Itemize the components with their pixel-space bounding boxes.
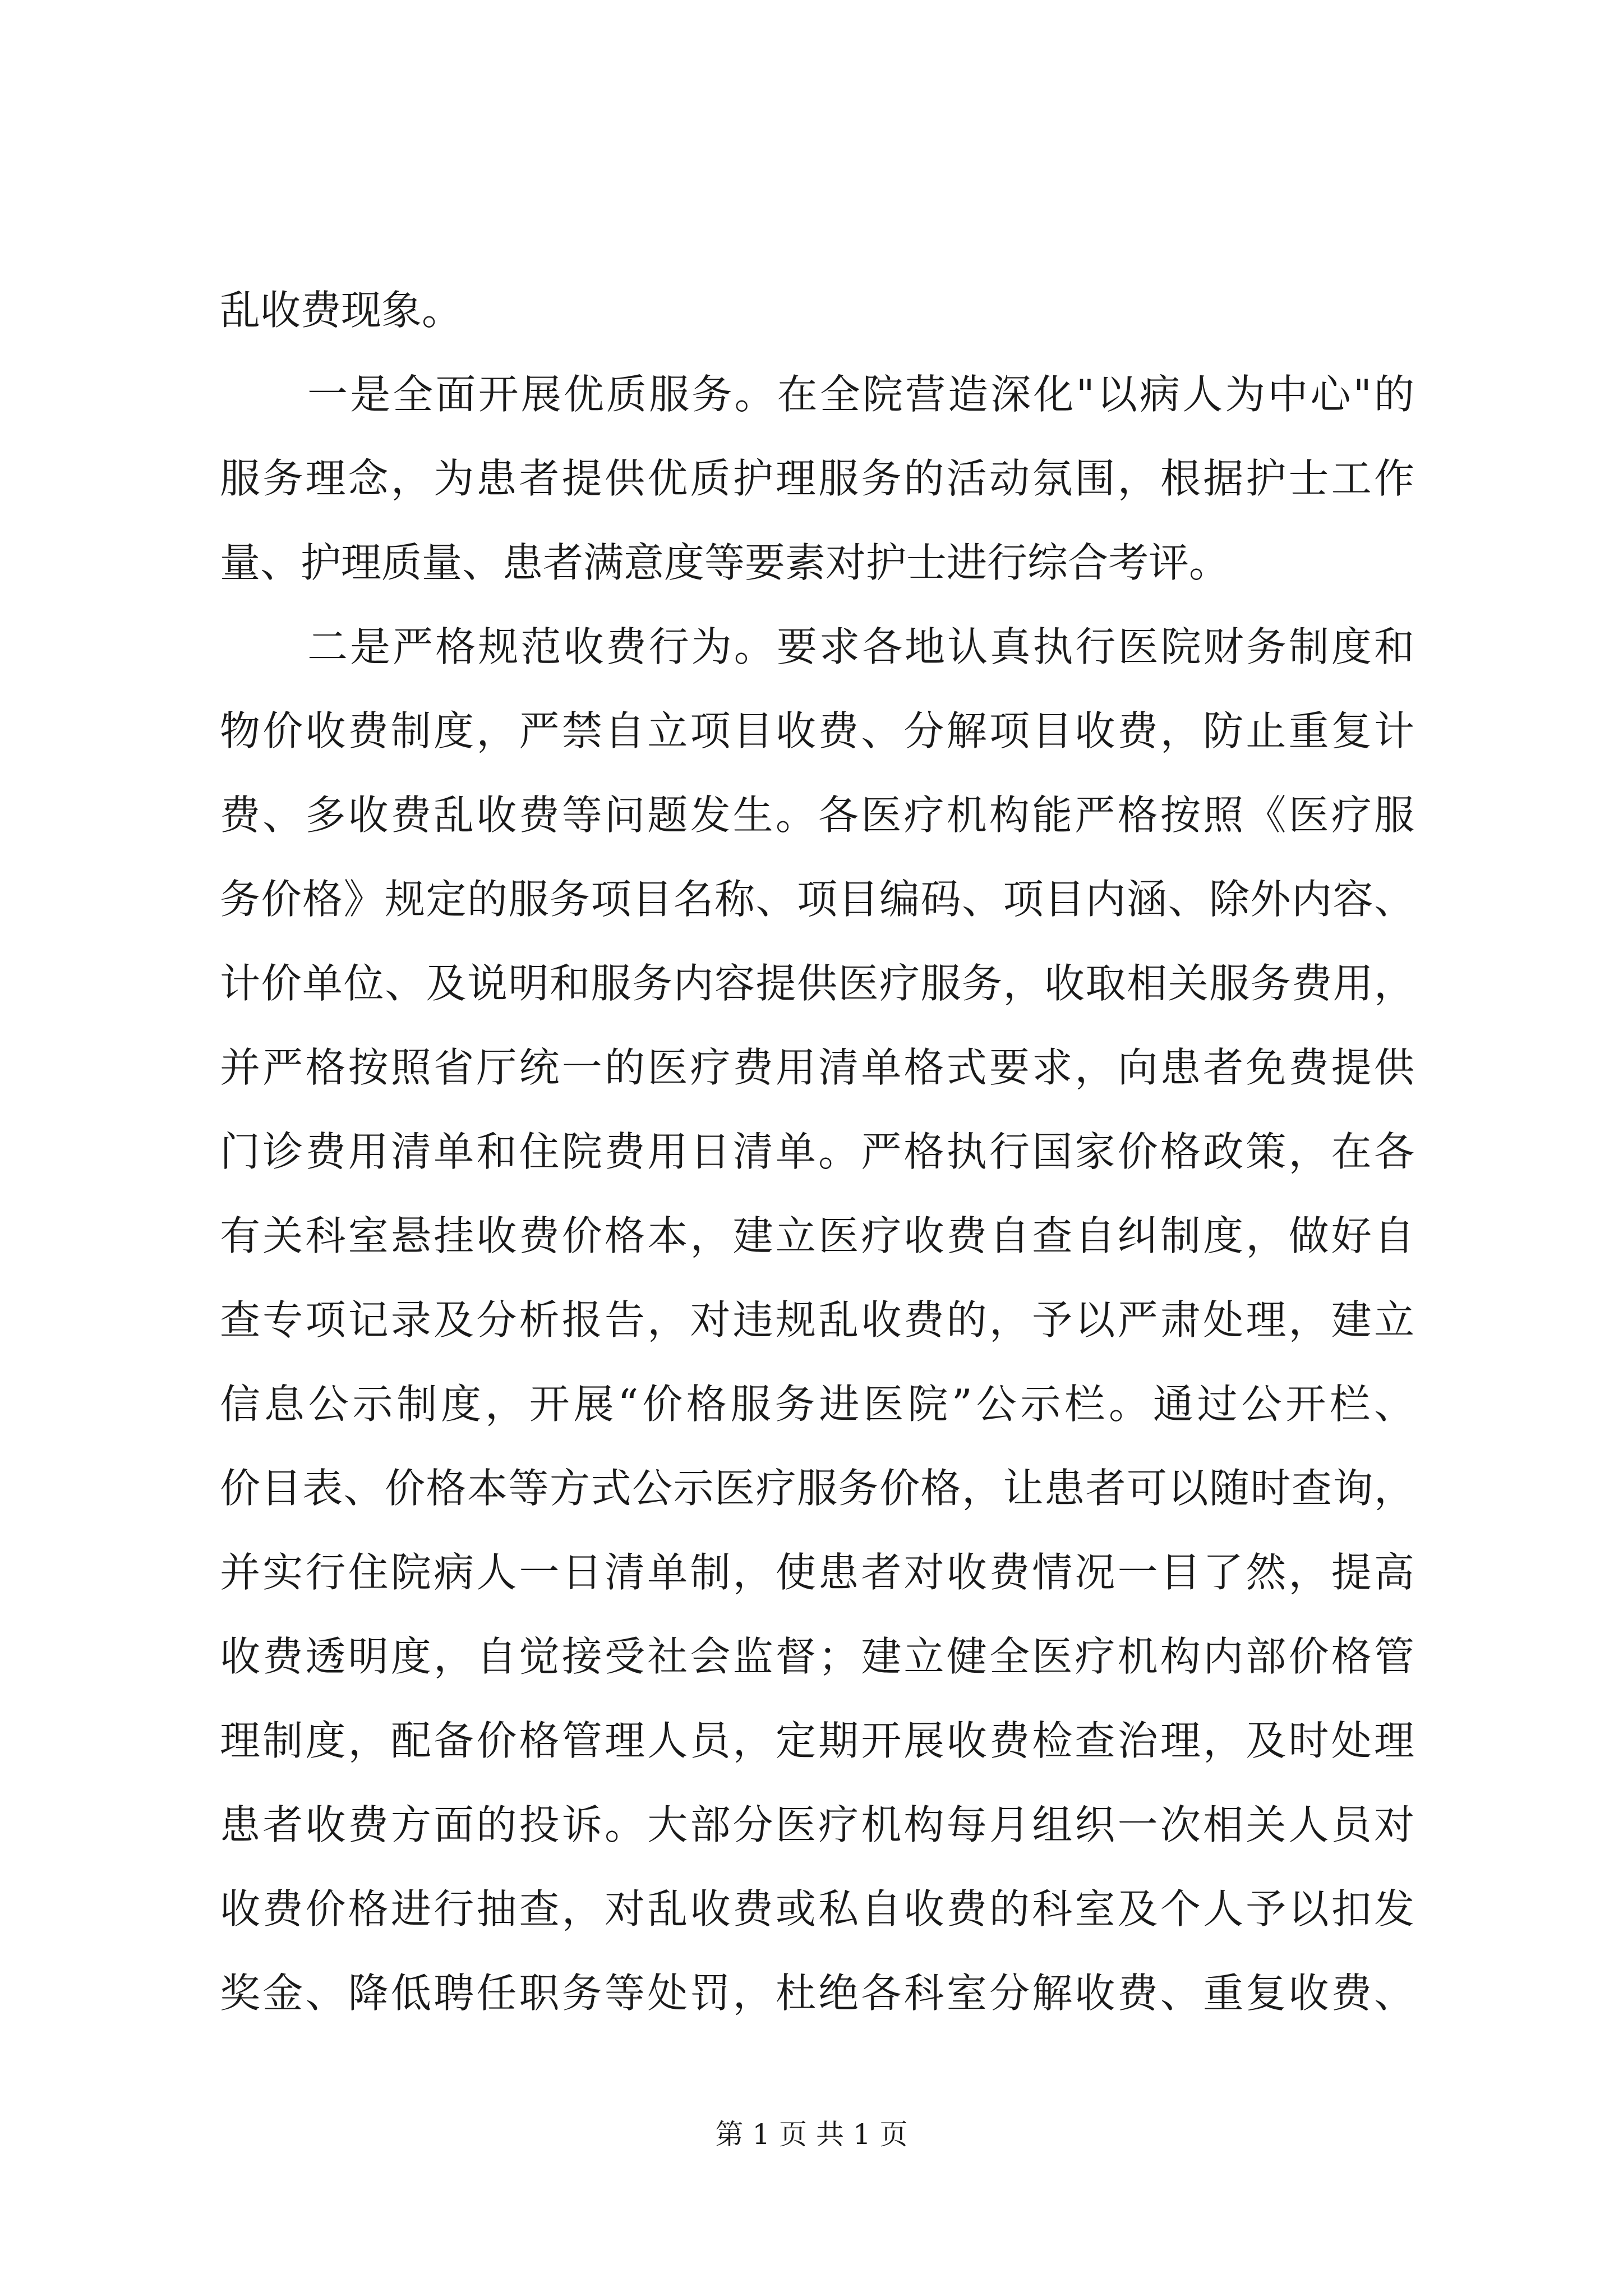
text-line: 奖金、降低聘任职务等处罚，杜绝各科室分解收费、重复收费、 [220, 1970, 1414, 2017]
text-line: 费、多收费乱收费等问题发生。各医疗机构能严格按照《医疗服 [220, 792, 1414, 839]
text-line: 并实行住院病人一日清单制，使患者对收费情况一目了然，提高 [220, 1549, 1414, 1596]
text-line: 务价格》规定的服务项目名称、项目编码、项目内涵、除外内容、 [220, 876, 1414, 923]
text-line: 二是严格规范收费行为。要求各地认真执行医院财务制度和 [307, 623, 1414, 670]
text-line: 并严格按照省厅统一的医疗费用清单格式要求，向患者免费提供 [220, 1044, 1414, 1091]
text-line: 量、护理质量、患者满意度等要素对护士进行综合考评。 [220, 539, 1230, 586]
text-line: 收费价格进行抽查，对乱收费或私自收费的科室及个人予以扣发 [220, 1885, 1414, 1932]
text-line: 查专项记录及分析报告，对违规乱收费的，予以严肃处理，建立 [220, 1296, 1414, 1343]
text-line: 患者收费方面的投诉。大部分医疗机构每月组织一次相关人员对 [220, 1801, 1414, 1848]
text-line: 价目表、价格本等方式公示医疗服务价格，让患者可以随时查询， [220, 1465, 1414, 1512]
text-line: 服务理念，为患者提供优质护理服务的活动氛围，根据护士工作 [220, 455, 1414, 502]
text-line: 有关科室悬挂收费价格本，建立医疗收费自查自纠制度，做好自 [220, 1212, 1414, 1259]
text-line: 一是全面开展优质服务。在全院营造深化"以病人为中心"的 [307, 371, 1414, 418]
text-line: 门诊费用清单和住院费用日清单。严格执行国家价格政策，在各 [220, 1128, 1414, 1175]
page-number: 第 1 页 共 1 页 [715, 2118, 908, 2151]
document-body [220, 268, 1414, 2035]
text-line: 物价收费制度，严禁自立项目收费、分解项目收费，防止重复计 [220, 707, 1414, 754]
text-line: 收费透明度，自觉接受社会监督；建立健全医疗机构内部价格管 [220, 1633, 1414, 1680]
text-line: 乱收费现象。 [220, 287, 463, 334]
text-line: 理制度，配备价格管理人员，定期开展收费检查治理，及时处理 [220, 1717, 1414, 1764]
text-line: 计价单位、及说明和服务内容提供医疗服务，收取相关服务费用， [220, 960, 1414, 1007]
text-line: 信息公示制度，开展“价格服务进医院”公示栏。通过公开栏、 [220, 1381, 1414, 1428]
